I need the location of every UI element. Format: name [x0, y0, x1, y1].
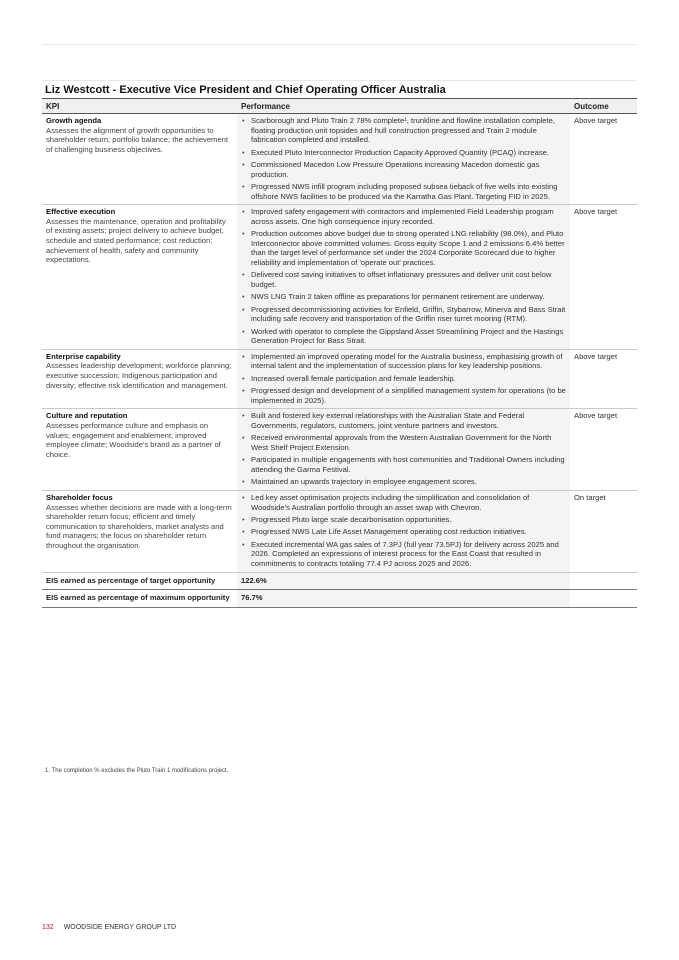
kpi-cell [42, 114, 237, 205]
summary-label: EIS earned as percentage of target opportunity [42, 572, 237, 590]
footnote: 1. The completion % excludes the Pluto Train 1 modifications project. [45, 768, 229, 774]
performance-item: • Received environmental approvals from the Western Australian Government for the North West Shelf Project Extension. [241, 433, 566, 452]
summary-row [42, 572, 637, 590]
performance-item: • Worked with operator to complete the Gippsland Asset Streamlining Project and the Hastings Generation Project for Bass Strait. [241, 327, 566, 346]
top-divider [42, 44, 637, 45]
performance-item: • Scarborough and Pluto Train 2 78% complete¹, trunkline and flowline installation complete, floating production unit topsides and hull construction progressed and Train 2 module fabrication completed and installed. [241, 116, 566, 145]
performance-item: • Improved safety engagement with contractors and implemented Field Leadership program across assets. One high consequence injury recorded. [241, 207, 566, 226]
performance-item: • Production outcomes above budget due to strong operated LNG reliability (98.0%), and Pluto Interconnector above committed volumes. Gross equity Scope 1 and 2 emissions 6.4% better than the target level of performance set under the 2024 Corporate Scorecard due to higher reliability and implementation of 'operate out' practices. [241, 229, 566, 267]
table-row [42, 409, 637, 491]
performance-list [241, 116, 566, 201]
summary-value: 76.7% [237, 590, 570, 608]
performance-cell [237, 409, 570, 491]
performance-item: • Delivered cost saving initiatives to offset inflationary pressures and deliver unit cost below budget. [241, 270, 566, 289]
performance-item: • Commissioned Macedon Low Pressure Operations increasing Macedon domestic gas production. [241, 160, 566, 179]
table-header-row [42, 99, 637, 114]
kpi-name: Growth agenda [46, 116, 102, 125]
performance-list [241, 411, 566, 487]
kpi-name: Shareholder focus [46, 492, 113, 502]
performance-cell [237, 205, 570, 350]
company-name: WOODSIDE ENERGY GROUP LTD [63, 924, 177, 931]
performance-list [241, 352, 566, 406]
kpi-description: Assesses leadership development; workforce planning; executive succession; Indigenous participation and diversity; effective risk identification and management. [46, 361, 232, 390]
performance-item: • Executed Pluto Interconnector Production Capacity Approved Quantity (PCAQ) increase. [241, 148, 566, 158]
performance-cell [237, 490, 570, 572]
performance-list [241, 207, 566, 346]
kpi-cell [42, 205, 237, 350]
summary-label: EIS earned as percentage of maximum opportunity [42, 590, 237, 608]
outcome-cell: Above target [570, 409, 637, 491]
performance-item: • Progressed design and development of a simplified management system for operations (to be implemented in 2025). [241, 386, 566, 405]
performance-item: • Maintained an upwards trajectory in employee engagement scores. [241, 477, 566, 487]
title-divider [42, 80, 637, 81]
section-title: Liz Westcott - Executive Vice President and Chief Operating Officer Australia [45, 84, 446, 96]
performance-item: • Implemented an improved operating model for the Australia business, emphasising growth of internal talent and the implementation of succession plans for key leadership positions. [241, 352, 566, 371]
outcome-cell: Above target [570, 205, 637, 350]
summary-empty [570, 572, 637, 590]
outcome-cell: On target [570, 490, 637, 572]
performance-item: • Progressed NWS infill program including proposed subsea tieback of five wells into existing offshore NWS facilities to be produced via the Karratha Gas Plant. Targeting FID in 2025. [241, 182, 566, 201]
outcome-cell: Above target [570, 349, 637, 409]
kpi-column-header: KPI [42, 99, 237, 114]
performance-item: • NWS LNG Train 2 taken offline as preparations for permanent retirement are underway. [241, 292, 566, 302]
outcome-column-header: Outcome [570, 99, 637, 114]
kpi-table [42, 98, 637, 608]
table-row [42, 490, 637, 572]
kpi-cell [42, 490, 237, 572]
page-number: 132 [42, 924, 54, 931]
kpi-name: Culture and reputation [46, 411, 128, 421]
performance-column-header: Performance [237, 99, 570, 114]
kpi-description: Assesses the alignment of growth opportunities to shareholder return; portfolio balance; the achievement of challenging business objectives. [46, 125, 228, 154]
kpi-description: Assesses whether decisions are made with a long-term shareholder return focus; efficient and timely communication to shareholders, market analysts and fund managers; the focus on shareholder return throughout the organisation. [46, 502, 232, 550]
performance-item: • Led key asset optimisation projects including the simplification and consolidation of Woodside's Australian portfolio through an asset swap with Chevron. [241, 493, 566, 512]
summary-value: 122.6% [237, 572, 570, 590]
kpi-cell [42, 349, 237, 409]
performance-item: • Participated in multiple engagements with host communities and Traditional Owners including attending the Garma Festival. [241, 455, 566, 474]
summary-empty [570, 590, 637, 608]
performance-list [241, 493, 566, 569]
table-row [42, 349, 637, 409]
performance-item: • Progressed Pluto large scale decarbonisation opportunities. [241, 515, 566, 525]
performance-item: • Executed incremental WA gas sales of 7.3PJ (full year 73.5PJ) for delivery across 2025 and 2026. Completed an expressions of interest process for the East Coast that resulted in commitments to contracts totaling 77.4 PJ across 2025 and 2026. [241, 540, 566, 569]
table-row [42, 114, 637, 205]
kpi-description: Assesses the maintenance, operation and profitability of existing assets; project delivery to achieve budget, schedule and stated performance; cost reduction; achievement of health, safety and community expectations. [46, 216, 226, 265]
performance-item: • Progressed NWS Late Life Asset Management operating cost reduction initiatives. [241, 527, 566, 537]
kpi-description: Assesses performance culture and emphasis on values; engagement and enablement; improved employee climate; Woodside's brand as a partner of choice. [46, 421, 221, 459]
kpi-name: Effective execution [46, 207, 116, 217]
summary-row [42, 590, 637, 608]
performance-item: • Increased overall female participation and female leadership. [241, 374, 566, 384]
page-footer [42, 924, 176, 931]
performance-item: • Built and fostered key external relationships with the Australian State and Federal Governments, regulators, customers, joint venture partners and investors. [241, 411, 566, 430]
performance-cell [237, 114, 570, 205]
kpi-cell [42, 409, 237, 491]
performance-cell [237, 349, 570, 409]
outcome-cell: Above target [570, 114, 637, 205]
table-row [42, 205, 637, 350]
performance-item: • Progressed decommissioning activities for Enfield, Griffin, Stybarrow, Minerva and Bass Strait including safe recovery and transportation of the Griffin riser turret mooring (RTM). [241, 305, 566, 324]
kpi-name: Enterprise capability [46, 351, 121, 361]
